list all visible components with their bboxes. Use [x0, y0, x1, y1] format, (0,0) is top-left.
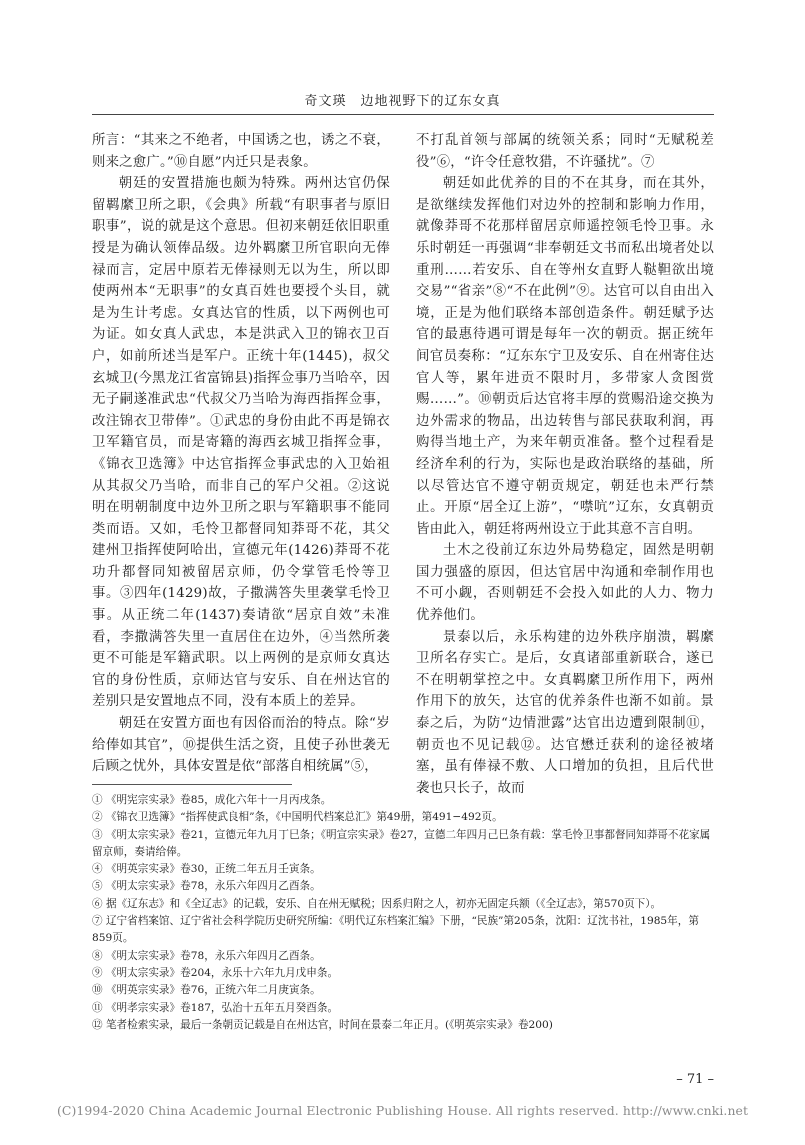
footnote: ⑫ 笔者检索实录，最后一条朝贡记载是自在州达官，时间在景泰二年正月。(《明英宗实录》卷200)	[92, 1018, 553, 1031]
footnotes	[92, 792, 714, 1034]
paragraph: 所言：“其来之不绝者，中国诱之也，诱之不衰，则来之愈广。”⑩自愿”内迁只是表象。	[92, 133, 390, 170]
footnote: ④ 《明英宗实录》卷30，正统二年五月壬寅条。	[92, 863, 321, 876]
copyright-notice: (C)1994-2020 China Academic Journal Electronic Publishing House. All rights reserved. http://www.cnki.net	[56, 1103, 749, 1118]
footnote: ③ 《明太宗实录》卷21，宣德元年九月丁巳条；《明宣宗实录》卷27，宣德二年四月己巳条有载：掌毛怜卫事都督同知莽哥不花家属留京师，奏请给俸。	[92, 828, 711, 858]
footnote: ⑨ 《明太宗实录》卷204，永乐十六年九月戊申条。	[92, 966, 339, 979]
footnote-rule	[92, 784, 292, 785]
footnote: ⑤ 《明太宗实录》卷78，永乐六年四月乙酉条。	[92, 880, 321, 893]
paragraph: 朝廷的安置措施也颇为特殊。两州达官仍保留羁縻卫所之职，《会典》所载“有职事者与原旧职事”，说的就是这个意思。但初来朝廷依旧职重授是为确认领俸品级。边外羁縻卫所官职向无俸禄而言，定居中原若无俸禄则无以为生，所以即使两州本“无职事”的女真百姓也要授个头目，就是为生计考虑。女真达官的性质，以下两例也可为证。如女真人武忠，本是洪武入卫的锦衣卫百户，如前所述当是军户。正统十年(1445)，叔父玄城卫(今黑龙江省富锦县)指挥佥事乃当哈卒，因无子嗣遂准武忠“代叔父乃当哈为海西指挥佥事，改注锦衣卫带俸”。①武忠的身份由此不再是锦衣卫军籍官员，而是寄籍的海西玄城卫指挥佥事，《锦衣卫选簿》中达官指挥佥事武忠的入卫始祖从其叔父乃当哈，而非自己的军户父祖。②这说明在明朝制度中边外卫所之职与军籍职事不能同类而语。又如，毛怜卫都督同知莽哥不花，其父建州卫指挥使阿哈出，宣德元年(1426)莽哥不花功升都督同知被留居京师，仍令掌管毛怜等卫事。③四年(1429)故，子撒满答失里袭掌毛怜卫事。从正统二年(1437)奏请欲“居京自效”未准看，李撒满答失里一直居住在边外，④当然所袭更不可能是军籍武职。以上两例的是京师女真达官的身份性质，京师达官与安乐、自在州达官的差别只是安置地点不同，没有本质上的差异。	[92, 176, 390, 710]
header-rule	[92, 114, 714, 115]
paragraph: 土木之役前辽东边外局势稳定，固然是明朝国力强盛的原因，但达官居中沟通和牵制作用也不可小觑，否则朝廷不会投入如此的人力、物力优养他们。	[416, 543, 714, 624]
footnote: ⑧ 《明太宗实录》卷78，永乐六年四月乙酉条。	[92, 949, 321, 962]
running-head: 奇文瑛 边地视野下的辽东女真	[304, 94, 501, 109]
footnote: ⑦ 辽宁省档案馆、辽宁省社会科学院历史研究所编：《明代辽东档案汇编》下册，“民族”第205条，沈阳：辽沈书社，1985年，第859页。	[92, 915, 699, 945]
footnote: ⑩ 《明英宗实录》卷76，正统六年二月庚寅条。	[92, 984, 321, 997]
footnote: ⑪ 《明孝宗实录》卷187，弘治十五年五月癸酉条。	[92, 1001, 339, 1014]
footnote: ⑥ 据《辽东志》和《全辽志》的记载，安乐、自在州无赋税；因系归附之人，初亦无固定兵额（《全辽志》，第570页下）。	[92, 897, 662, 910]
paragraph: 不打乱首领与部属的统领关系；同时“无赋税差役”⑥，“许令任意牧猎，不许骚扰”。⑦	[416, 133, 714, 170]
left-column	[92, 130, 390, 778]
footnote: ① 《明宪宗实录》卷85，成化六年十一月丙戌条。	[92, 794, 332, 806]
paragraph: 朝廷如此优养的目的不在其身，而在其外，是欲继续发挥他们对边外的控制和影响力作用，就像莽哥不花那样留居京师遥控领毛怜卫事。永乐时朝廷一再强调“非奉朝廷文书而私出境者处以重刑……若安乐、自在等州女直野人鞑靼欲出境交易”“省亲”⑧“不在此例”⑨。达官可以自由出入境，正是为他们联络本部创造条件。朝廷赋予达官的最惠待遇可谓是每年一次的朝贡。据正统年间官员奏称：“辽东东宁卫及安乐、自在州寄住达官人等，累年进贡不限时月，多带家人贪图赏赐……”。⑩朝贡后达官将丰厚的赏赐沿途交换为边外需求的物品，出边转售与部民获取利润，再购得当地土产，为来年朝贡准备。整个过程看是经济牟利的行为，实际也是政治联络的基础，所以尽管达官不遵守朝贡规定，朝廷也未严行禁止。开原“居全辽上游”，“噤吭”辽东，女真朝贡皆由此入，朝廷将两州设立于此其意不言自明。	[416, 176, 714, 537]
paragraph: 景泰以后，永乐构建的边外秩序崩溃，羁縻卫所名存实亡。是后，女真诸部重新联合，遂已不在明朝掌控之中。女真羁縻卫所作用下，两州作用下的放矢，达官的优养条件也渐不如前。景泰之后，为防“边情泄露”达官出边遭到限制⑪，朝贡也不见记载⑫。达官懋迁获利的途径被堵塞，虽有俸禄不敷、人口增加的负担，且后代世袭也只长子，故而	[416, 629, 714, 796]
right-column	[416, 130, 714, 799]
footnote: ② 《锦衣卫选簿》“指挥使武良相”条，《中国明代档案总汇》第49册，第491−492页。	[92, 811, 503, 824]
paragraph: 朝廷在安置方面也有因俗而治的特点。除“岁给俸如其官”，⑩提供生活之资，且使子孙世袭无后顾之忧外，具体安置是依“部落自相统属”⑤，	[92, 716, 390, 775]
page-number: – 71 –	[676, 1072, 714, 1087]
